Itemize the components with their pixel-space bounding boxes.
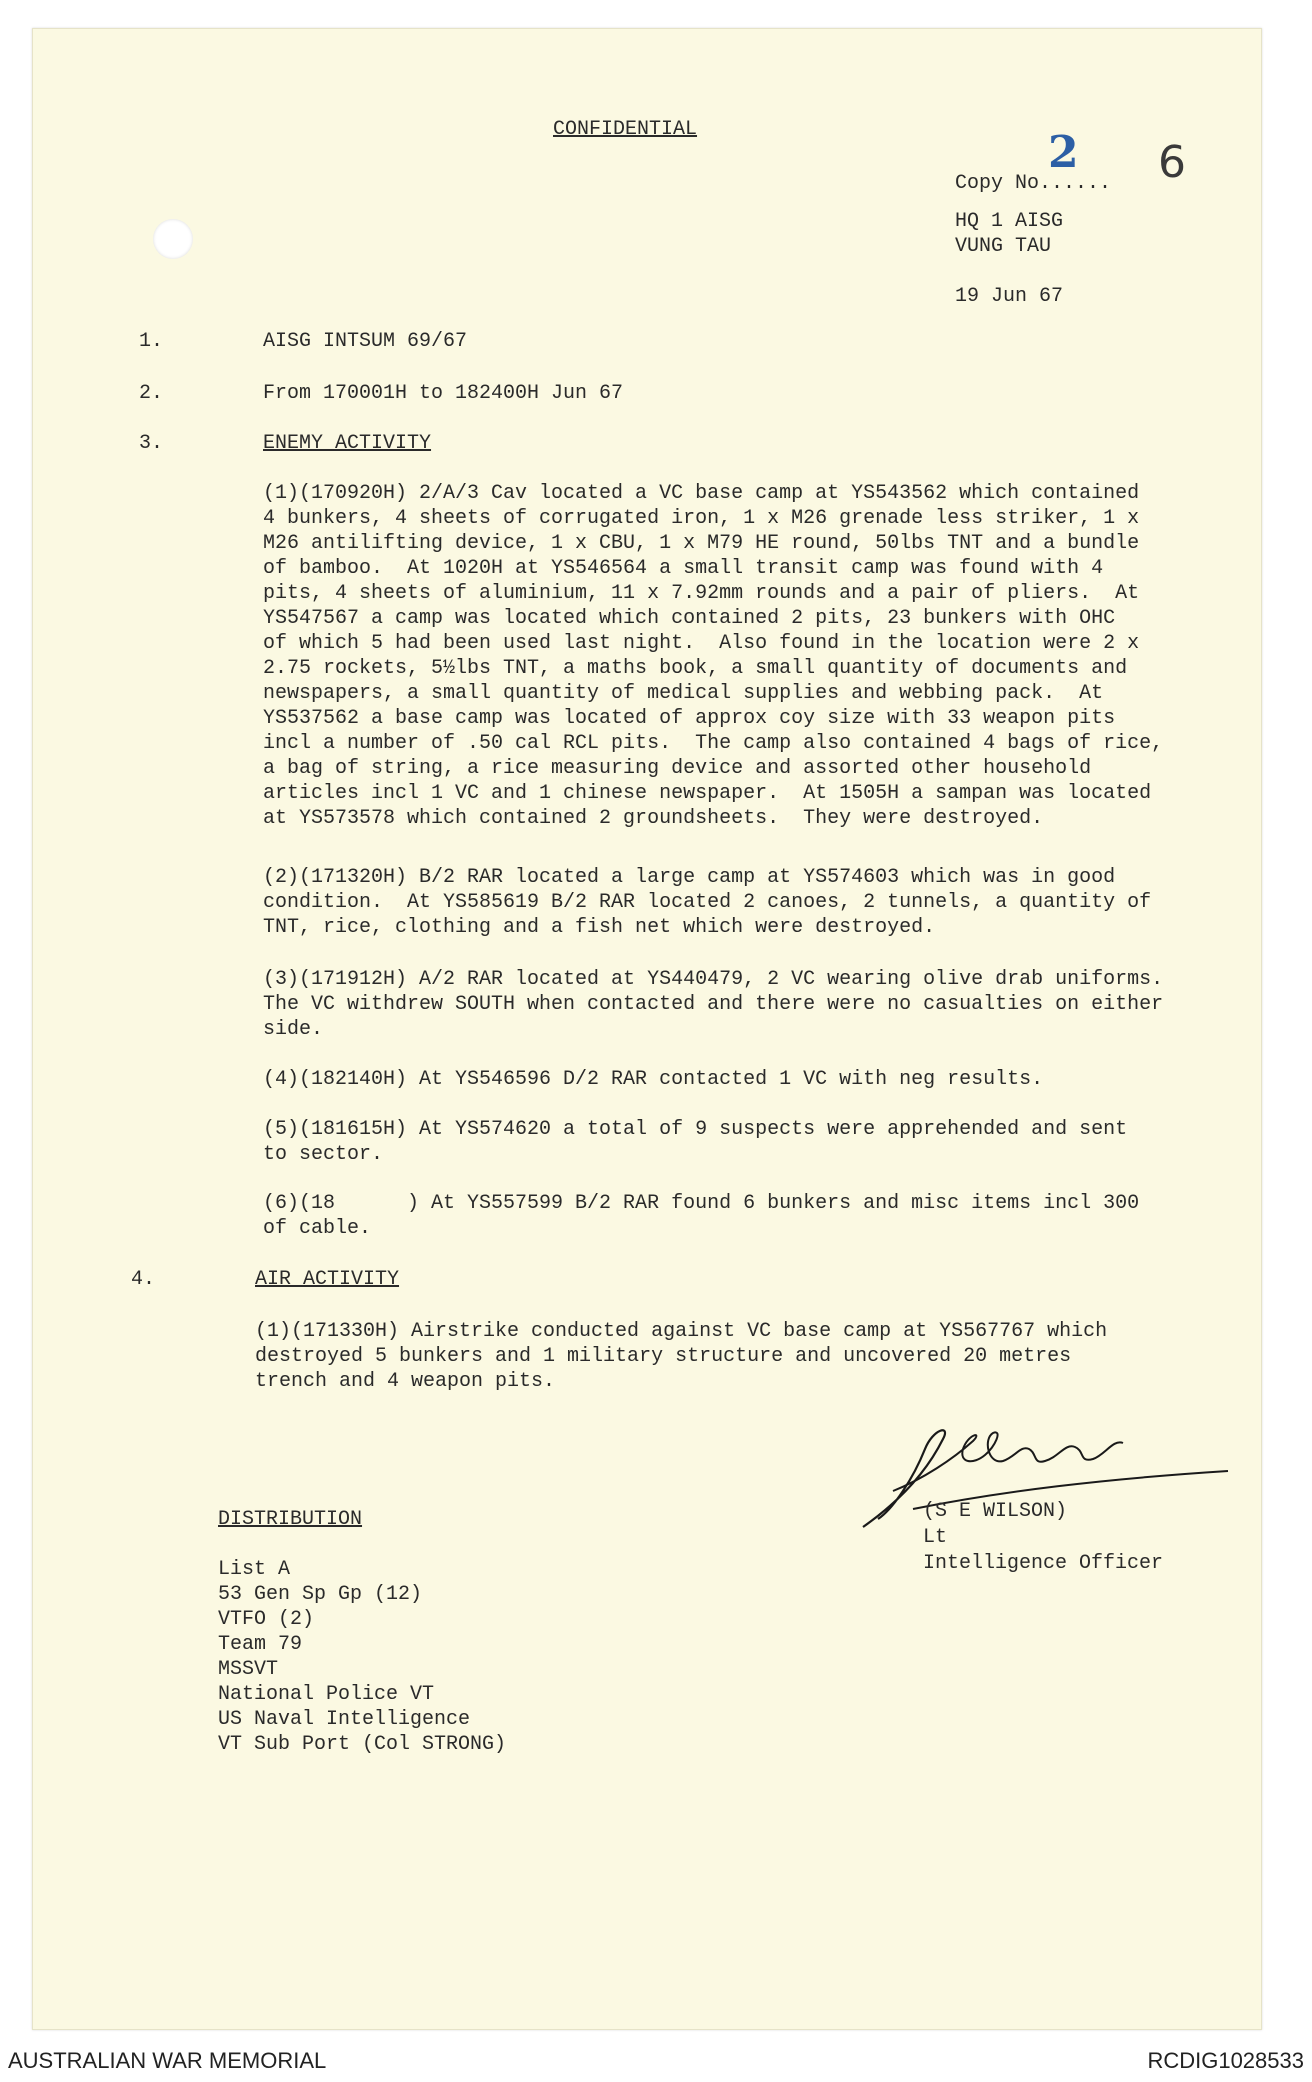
document-date: 19 Jun 67 [955,285,1064,308]
item-number: 4. [131,1268,156,1291]
signatory-title: Intelligence Officer [923,1552,1164,1575]
copy-label: Copy No...... [955,172,1112,195]
distribution-list [218,1557,506,1757]
enemy-paragraph-4: (4)(182140H) At YS546596 D/2 RAR contacted 1 VC with neg results. [263,1068,1044,1091]
pencil-folio-number: 6 [1158,137,1186,188]
list-item: National Police VT [218,1683,435,1706]
footer-archive-name: AUSTRALIAN WAR MEMORIAL [8,2048,327,2073]
list-item: US Naval Intelligence [218,1708,471,1731]
list-item: Team 79 [218,1633,303,1656]
item-number: 1. [139,330,164,353]
footer-record-id: RCDIG1028533 [1147,2048,1304,2073]
signatory-name: (S E WILSON) [923,1500,1068,1523]
copy-number-handwritten: 2 [1048,127,1079,178]
enemy-paragraph-1: (1)(170920H) 2/A/3 Cav located a VC base camp at YS543562 which contained 4 bunkers, 4 sheets of corrugated iron, 1 x M26 grenade less striker, 1 x M26 antilifting device, 1 x CBU, 1 x M79 HE round, 50lbs TNT and a bundle of bamboo. At 1020H at YS546564 a small transit camp was found with 4 pits, 4 sheets of aluminium, 11 x 7.92mm rounds and a pair of pliers. At YS547567 a camp was located which contained 2 pits, 23 bunkers with OHC of which 5 had been used last night. Also found in the location were 2 x 2.75 rockets, 5½lbs TNT, a maths book, a small quantity of documents and newspapers, a small quantity of medical supplies and webbing pack. At YS537562 a base camp was located of approx coy size with 33 weapon pits incl a number of .50 cal RCL pits. The camp also contained 4 bags of rice, a bag of string, a rice measuring device and assorted other household articles incl 1 VC and 1 chinese newspaper. At 1505H a sampan was located at YS573578 which contained 2 groundsheets. They were destroyed. [263,482,1164,830]
air-paragraph-1: (1)(171330H) Airstrike conducted against VC base camp at YS567767 which destroyed 5 bunkers and 1 military structure and uncovered 20 metres trench and 4 weapon pits. [255,1320,1108,1393]
air-activity-heading: AIR ACTIVITY [255,1268,400,1291]
list-item: VTFO (2) [218,1608,315,1631]
enemy-paragraph-5: (5)(181615H) At YS574620 a total of 9 suspects were apprehended and sent to sector. [263,1118,1128,1166]
enemy-paragraph-6: (6)(18 ) At YS557599 B/2 RAR found 6 bunkers and misc items incl 300 of cable. [263,1192,1140,1240]
enemy-paragraph-2: (2)(171320H) B/2 RAR located a large camp at YS574603 which was in good condition. At YS585619 B/2 RAR located 2 canoes, 2 tunnels, a quantity of TNT, rice, clothing and a fish net which were destroyed. [263,866,1152,939]
list-item: MSSVT [218,1658,279,1681]
reporting-period: From 170001H to 182400H Jun 67 [263,382,624,405]
enemy-paragraph-3: (3)(171912H) A/2 RAR located at YS440479, 2 VC wearing olive drab uniforms. The VC withdrew SOUTH when contacted and there were no casualties on either side. [263,968,1164,1041]
classification-heading: CONFIDENTIAL [553,118,698,141]
item-number: 3. [139,432,164,455]
distribution-heading: DISTRIBUTION [218,1508,363,1531]
enemy-activity-heading: ENEMY ACTIVITY [263,432,432,455]
list-item: VT Sub Port (Col STRONG) [218,1733,507,1756]
hq-line-1: HQ 1 AISG [955,210,1064,233]
signatory-rank: Lt [923,1526,948,1549]
intsum-title: AISG INTSUM 69/67 [263,330,468,353]
document-page [32,28,1262,2030]
item-number: 2. [139,382,164,405]
punch-hole [153,219,193,259]
list-item: 53 Gen Sp Gp (12) [218,1583,423,1606]
hq-line-2: VUNG TAU [955,235,1052,258]
list-item: List A [218,1558,291,1581]
